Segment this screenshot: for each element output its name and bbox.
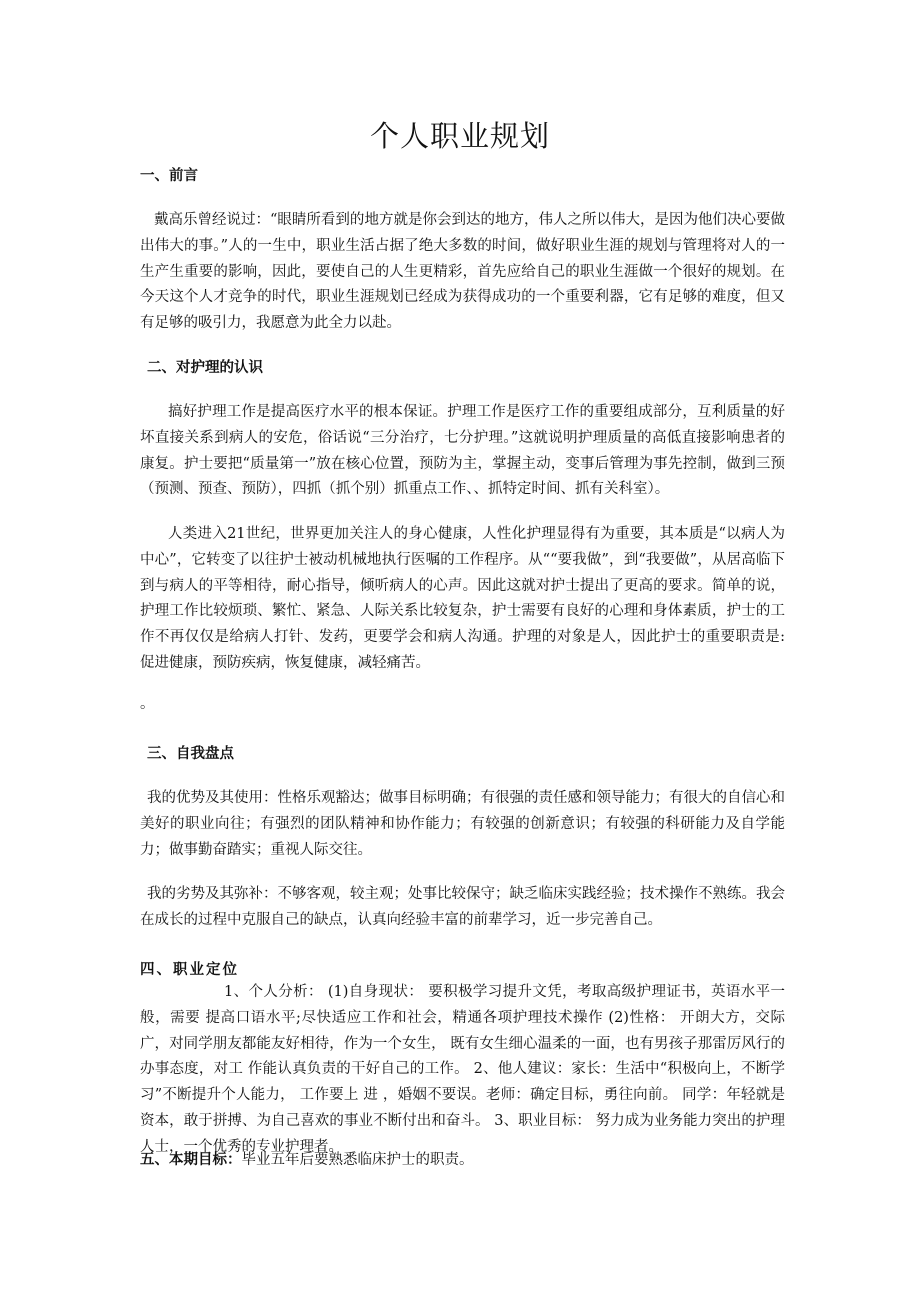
section-heading-self: 三、自我盘点 [147,746,234,762]
goal-text: 毕业五年后要熟悉临床护士的职责。 [241,1152,474,1168]
positioning-paragraph: 1、个人分析： (1)自身现状： 要积极学习提升文凭，考取高级护理证书，英语水平一般，需要 提高口语水平;尽快适应工作和社会，精通各项护理技术操作 (2)性格： 开朗大方，交际广，对同学朋友都能友好相待，作为一个女生， 既有女生细心温柔的一面，也有男孩子那雷厉风行的办事态度，对工 作能认真负责的干好自己的工作。 2、他人建议：家长：生活中“积极向上，不断学习”不断提升个人能力， 工作要上 进 ，婚姻不要误。老师：确定目标，勇往向前。 同学：年轻就是资本，敢于拼搏、为自己喜欢的事业不断付出和奋斗。 3、职业目标： 努力成为业务能力突出的护理人士，一个优秀的专业护理者。 [140,984,785,1155]
goal-line [140,1148,785,1174]
strengths-paragraph: 我的优势及其使用：性格乐观豁达；做事目标明确；有很强的责任感和领导能力；有很大的自信心和美好的职业向往；有强烈的团队精神和协作能力；有较强的创新意识；有较强的科研能力及自学能力；做事勤奋踏实；重视人际交往。 [140,790,785,858]
section-heading-positioning: 四、职业定位 [140,962,239,978]
weaknesses-paragraph: 我的劣势及其弥补：不够客观，较主观；处事比较保守；缺乏临床实践经验；技术操作不熟练。我会在成长的过程中克服自己的缺点，认真向经验丰富的前辈学习，近一步完善自己。 [140,886,785,928]
section-heading-nursing: 二、对护理的认识 [147,360,263,376]
nursing-paragraph-1: 搞好护理工作是提高医疗水平的根本保证。护理工作是医疗工作的重要组成部分，互利质量的好坏直接关系到病人的安危，俗话说“三分治疗，七分护理。”这就说明护理质量的高低直接影响患者的康复。护士要把“质量第一”放在核心位置，预防为主，掌握主动，变事后管理为事先控制，做到三预（预测、预查、预防），四抓（抓个别）抓重点工作、、抓特定时间、抓有关科室）。 [140,404,785,498]
stray-punctuation: 。 [140,696,155,712]
page-title: 个人职业规划 [369,119,550,153]
nursing-paragraph-2: 人类进入21世纪，世界更加关注人的身心健康，人性化护理显得有为重要，其本质是“以病人为中心”，它转变了以往护士被动机械地执行医嘱的工作程序。从““要我做”，到“我要做”，从居高临下到与病人的平等相待，耐心指导，倾听病人的心声。因此这就对护士提出了更高的要求。简单的说，护理工作比较烦琐、繁忙、紧急、人际关系比较复杂，护士需要有良好的心理和身体素质，护士的工作不再仅仅是给病人打针、发药，更要学会和病人沟通。护理的对象是人，因此护士的重要职责是: 促进健康，预防疾病，恢复健康，减轻痛苦。 [140,526,785,671]
section-heading-goal: 五、本期目标： [140,1152,242,1168]
preface-paragraph: 戴高乐曾经说过：“眼睛所看到的地方就是你会到达的地方，伟人之所以伟大，是因为他们决心要做出伟大的事。”人的一生中，职业生活占据了绝大多数的时间，做好职业生涯的规划与管理将对人的一生产生重要的影响，因此，要使自己的人生更精彩，首先应给自己的职业生涯做一个很好的规划。在今天这个人才竞争的时代，职业生涯规划已经成为获得成功的一个重要利器，它有足够的难度，但又有足够的吸引力，我愿意为此全力以赴。 [140,212,785,332]
section-heading-preface: 一、前言 [140,168,198,184]
